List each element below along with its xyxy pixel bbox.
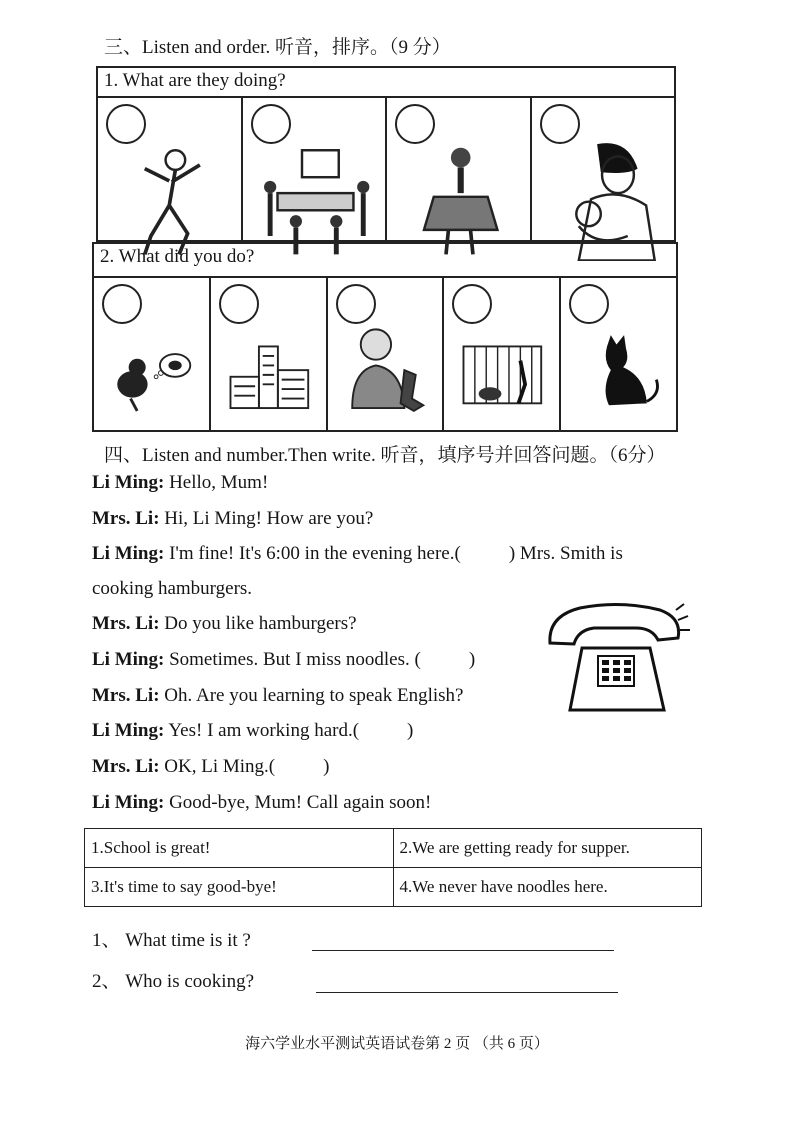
q1-prompt: 1. What are they doing?	[104, 70, 286, 91]
bird-and-egg-icon	[104, 318, 199, 413]
dialogue-line: Mrs. Li: Hi, Li Ming! How are you?	[92, 508, 374, 529]
option-cell: 4.We never have noodles here.	[393, 868, 702, 907]
dialogue-line: Mrs. Li: Oh. Are you learning to speak English?	[92, 685, 464, 706]
section3-title: 三、Listen and order. 听音，排序。（9 分）	[104, 37, 451, 58]
table-row	[85, 868, 702, 907]
table-row	[85, 829, 702, 868]
option-cell: 1.School is great!	[85, 829, 394, 868]
dialogue-line: Li Ming: Sometimes. But I miss noodles. ( )	[92, 649, 476, 670]
picture-cell	[243, 98, 388, 240]
panel-what-are-they-doing	[96, 66, 676, 242]
dialogue-line: Mrs. Li: OK, Li Ming.( )	[92, 756, 330, 777]
dialogue-line: Li Ming: Good-bye, Mum! Call again soon!	[92, 792, 432, 813]
panel-what-did-you-do	[92, 242, 678, 432]
question-2: 2、 Who is cooking?	[92, 971, 255, 992]
telephone-icon	[540, 598, 690, 716]
picture-cell	[444, 278, 561, 430]
zoo-animals-icon	[454, 318, 549, 413]
q2-prompt: 2. What did you do?	[100, 246, 255, 267]
page-footer: 海六学业水平测试英语试卷第 2 页 （共 6 页）	[245, 1036, 549, 1052]
dialogue-line: Li Ming: I'm fine! It's 6:00 in the evening here.( ) Mrs. Smith is	[92, 543, 623, 564]
picture-cell	[387, 98, 532, 240]
section4-title: 四、Listen and number.Then write. 听音，填序号并回答问题。（6分）	[104, 445, 666, 466]
options-table	[84, 828, 702, 907]
dialogue-line: Li Ming: Yes! I am working hard.( )	[92, 720, 414, 741]
picture-cell	[98, 98, 243, 240]
man-with-sock-icon	[338, 318, 433, 413]
dialogue-line: cooking hamburgers.	[92, 578, 253, 599]
question-1: 1、 What time is it ?	[92, 930, 251, 951]
picture-cell	[532, 98, 675, 240]
option-cell: 3.It's time to say good-bye!	[85, 868, 394, 907]
answer-line[interactable]	[312, 950, 614, 951]
dialogue-line: Mrs. Li: Do you like hamburgers?	[92, 613, 357, 634]
picture-cell	[94, 278, 211, 430]
cat-icon	[571, 318, 666, 413]
option-cell: 2.We are getting ready for supper.	[393, 829, 702, 868]
picture-cell	[561, 278, 676, 430]
picture-cell	[328, 278, 445, 430]
picture-cell	[211, 278, 328, 430]
dialogue-line: Li Ming: Hello, Mum!	[92, 472, 269, 493]
buildings-icon	[221, 318, 316, 413]
answer-line[interactable]	[316, 992, 618, 993]
